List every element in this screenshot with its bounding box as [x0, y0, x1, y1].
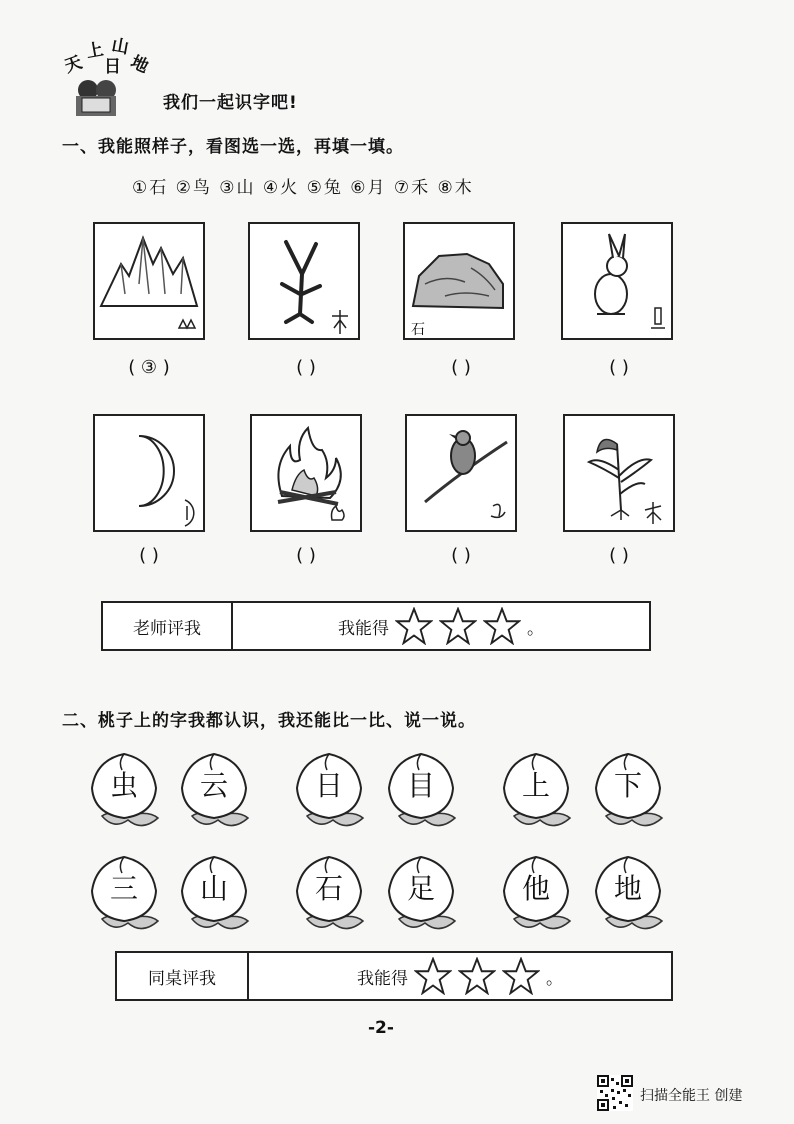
peach-character — [293, 853, 373, 935]
peach-char: 山 — [199, 872, 228, 905]
peach-character — [592, 750, 672, 832]
peach-char: 下 — [613, 769, 642, 802]
card-grain — [563, 414, 675, 532]
star-icon[interactable] — [414, 957, 452, 995]
card-tree — [248, 222, 360, 340]
classmate-rating-box — [115, 951, 673, 1001]
star-icon[interactable] — [483, 607, 521, 645]
peach-char: 足 — [406, 872, 435, 905]
options-list: ①石 ②鸟 ③山 ④火 ⑤兔 ⑥月 ⑦禾 ⑧木 — [132, 178, 474, 198]
page-number: -2- — [368, 1018, 394, 1038]
footer-text: 扫描全能王 创建 — [640, 1088, 743, 1104]
peach-character — [178, 853, 258, 935]
logo-char: 日 — [104, 57, 121, 77]
logo-char: 地 — [127, 52, 152, 78]
peach-character — [500, 750, 580, 832]
peach-character — [500, 853, 580, 935]
peach-char: 石 — [314, 872, 343, 905]
answer-blank[interactable]: ( ) — [451, 357, 471, 378]
rating-end: 。 — [527, 618, 544, 639]
peach-character — [88, 750, 168, 832]
logo-char: 上 — [84, 39, 106, 63]
peach-character — [385, 750, 465, 832]
qr-code-icon — [597, 1075, 633, 1111]
card-bird — [405, 414, 517, 532]
card-mountain — [93, 222, 205, 340]
peach-character — [88, 853, 168, 935]
moon-icon — [95, 416, 203, 530]
answer-blank[interactable]: ( ) — [451, 545, 471, 566]
rating-end: 。 — [546, 968, 563, 989]
answer-blank[interactable]: ( ) — [609, 357, 629, 378]
page-title: 我们一起识字吧! — [163, 93, 298, 113]
rating-text: 我能得 — [338, 618, 389, 639]
card-moon — [93, 414, 205, 532]
peach-character — [385, 853, 465, 935]
answer-blank[interactable]: ( ) — [609, 545, 629, 566]
tree-icon — [250, 224, 358, 338]
peach-character — [178, 750, 258, 832]
peach-character — [592, 853, 672, 935]
peach-char: 虫 — [109, 769, 138, 802]
card-fire — [250, 414, 362, 532]
rating-text: 我能得 — [357, 968, 408, 989]
answer-blank[interactable]: ( ) — [296, 357, 316, 378]
peach-char: 上 — [521, 769, 550, 802]
peach-char: 三 — [109, 872, 138, 905]
section2-heading: 二、桃子上的字我都认识，我还能比一比、说一说。 — [62, 711, 476, 731]
card-rock — [403, 222, 515, 340]
answer-blank[interactable]: ( ) — [139, 545, 159, 566]
rating-main — [233, 603, 649, 649]
answer-blank[interactable]: ( ) — [296, 545, 316, 566]
teacher-rating-box — [101, 601, 651, 651]
peach-char: 地 — [613, 872, 642, 905]
peach-char: 目 — [406, 769, 435, 802]
peach-char: 日 — [314, 769, 343, 802]
star-icon[interactable] — [439, 607, 477, 645]
rock-icon — [405, 224, 513, 338]
peach-char: 云 — [199, 769, 228, 802]
rating-main — [249, 953, 671, 999]
answer-blank[interactable]: ( ③ ) — [128, 357, 170, 378]
logo-char: 山 — [109, 35, 131, 59]
rating-label: 老师评我 — [103, 603, 233, 649]
star-icon[interactable] — [395, 607, 433, 645]
star-icon[interactable] — [458, 957, 496, 995]
logo-char: 天 — [61, 52, 85, 78]
rating-label: 同桌评我 — [117, 953, 249, 999]
fire-icon — [252, 416, 360, 530]
bird-icon — [407, 416, 515, 530]
grain-icon — [565, 416, 673, 530]
peach-char: 他 — [521, 872, 550, 905]
mountain-icon — [95, 224, 203, 338]
rabbit-icon — [563, 224, 671, 338]
section1-heading: 一、我能照样子，看图选一选，再填一填。 — [62, 137, 404, 157]
card-rabbit — [561, 222, 673, 340]
svg-text:石: 石 — [411, 322, 425, 338]
peach-character — [293, 750, 373, 832]
header-logo — [60, 28, 160, 118]
star-icon[interactable] — [502, 957, 540, 995]
